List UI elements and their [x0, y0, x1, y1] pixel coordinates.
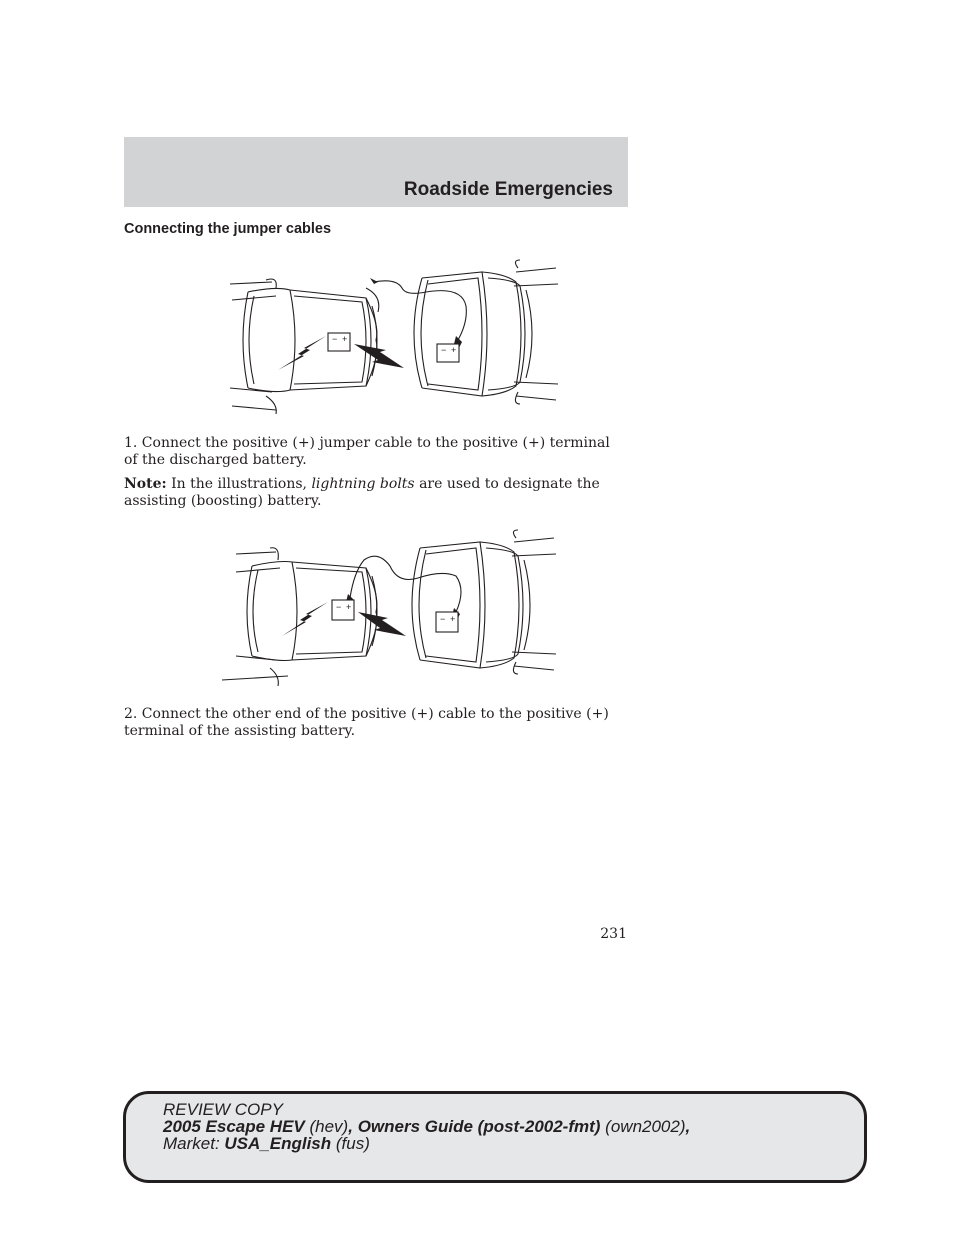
section-header-band [124, 137, 628, 207]
discharged-car [230, 279, 379, 414]
page-number: 231 [600, 926, 627, 942]
battery-negative-label: − [441, 345, 447, 355]
footer-market-code: (fus) [331, 1134, 370, 1153]
note-text-before: In the illustrations, [166, 476, 312, 492]
battery-positive-label: + [450, 614, 456, 624]
jumper-cable-illustration-step1 [226, 256, 562, 424]
lightning-bolt-icon [278, 336, 326, 370]
battery-negative-label: − [336, 602, 342, 612]
footer-guide-line [163, 1118, 690, 1135]
note-paragraph [124, 476, 624, 509]
review-copy-footer [123, 1091, 867, 1183]
battery-icon [436, 612, 458, 632]
jumper-cable [350, 556, 461, 612]
assisting-car [414, 260, 558, 404]
battery-positive-label: + [342, 334, 348, 344]
assisting-car [412, 530, 556, 674]
footer-market: USA_English [224, 1134, 332, 1153]
footer-separator: , [348, 1117, 358, 1136]
footer-separator: , [685, 1117, 691, 1136]
battery-positive-label: + [346, 602, 352, 612]
note-label: Note: [124, 476, 167, 492]
battery-negative-label: − [332, 334, 338, 344]
jumper-cable-illustration-step2 [218, 526, 560, 692]
battery-negative-label: − [440, 614, 446, 624]
footer-guide: Owners Guide (post-2002-fmt) [357, 1117, 601, 1136]
footer-text [163, 1101, 690, 1152]
jumper-cable [374, 281, 466, 340]
subheading: Connecting the jumper cables [124, 221, 332, 237]
battery-icon [328, 333, 350, 351]
step-2-text: 2. Connect the other end of the positive (+) cable to the positive (+) terminal of the assisting battery. [124, 706, 609, 739]
footer-market-label: Market: [163, 1134, 225, 1153]
battery-icon [332, 600, 354, 620]
footer-guide-code: (own2002) [600, 1117, 686, 1136]
lightning-bolt-icon [354, 344, 404, 368]
battery-icon [437, 344, 459, 362]
note-emphasis: lightning bolts [311, 476, 415, 492]
footer-vehicle-code: (hev) [304, 1117, 349, 1136]
step-1-text: 1. Connect the positive (+) jumper cable to the positive (+) terminal of the discharged battery. [124, 435, 610, 468]
battery-positive-label: + [451, 345, 457, 355]
footer-market-line [163, 1135, 690, 1152]
footer-review-label: REVIEW COPY [163, 1100, 283, 1119]
lightning-bolt-icon [282, 602, 328, 636]
section-title: Roadside Emergencies [403, 179, 613, 200]
footer-vehicle: 2005 Escape HEV [163, 1117, 305, 1136]
note-text-after: are used to designate the assisting (boosting) battery. [124, 476, 600, 509]
